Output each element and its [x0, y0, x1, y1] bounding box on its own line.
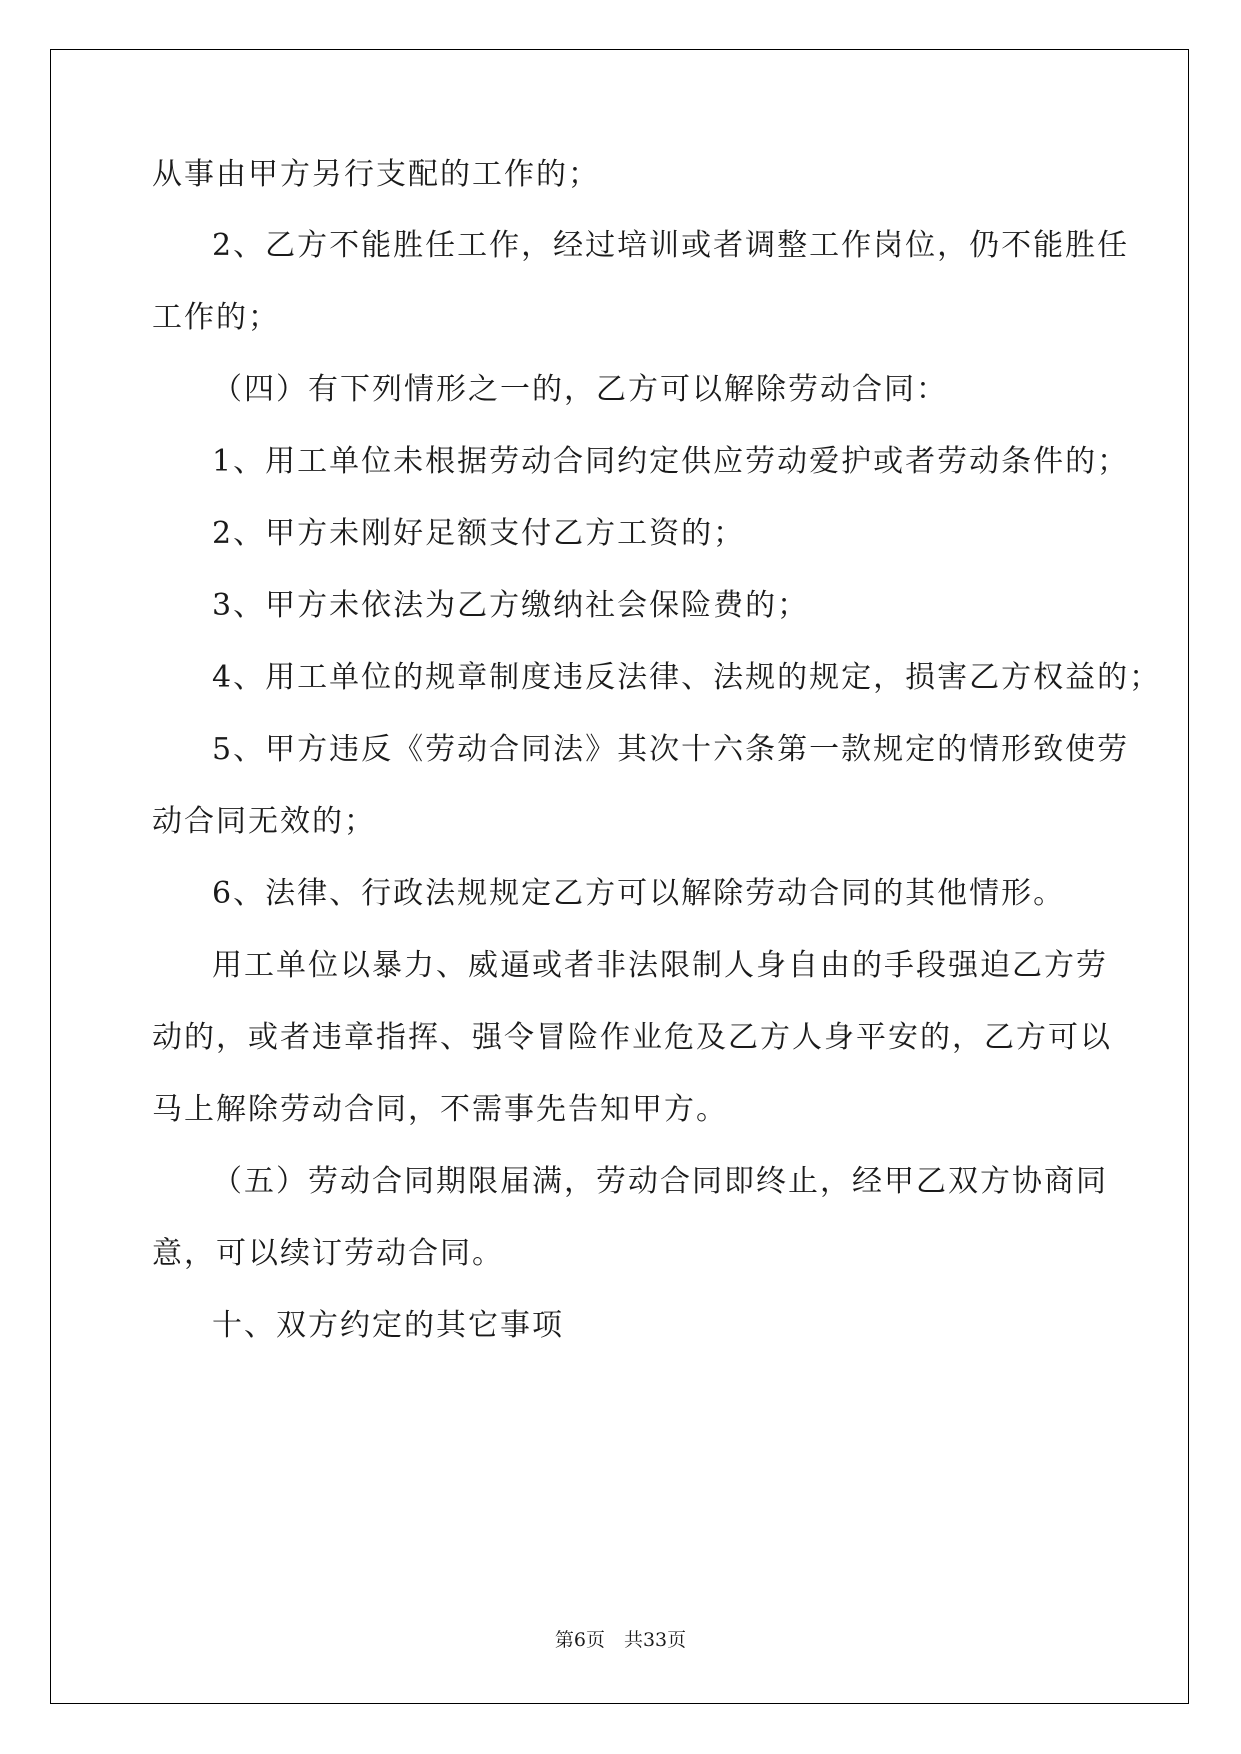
text-line: 6、法律、行政法规规定乙方可以解除劳动合同的其他情形。: [212, 876, 1066, 911]
text-line: 2、乙方不能胜任工作，经过培训或者调整工作岗位，仍不能胜任: [212, 228, 1130, 263]
text-line: 4、用工单位的规章制度违反法律、法规的规定，损害乙方权益的；: [212, 660, 1162, 695]
section-heading: （五）劳动合同期限届满，劳动合同即终止，经甲乙双方协商同: [212, 1164, 1108, 1199]
text-line: 意，可以续订劳动合同。: [152, 1236, 504, 1271]
text-line: 从事由甲方另行支配的工作的；: [152, 157, 600, 192]
text-line: 3、甲方未依法为乙方缴纳社会保险费的；: [212, 588, 810, 623]
text-line: 动合同无效的；: [152, 804, 376, 839]
text-line: 2、甲方未刚好足额支付乙方工资的；: [212, 516, 746, 551]
text-line: 动的，或者违章指挥、强令冒险作业危及乙方人身平安的，乙方可以: [152, 1020, 1112, 1055]
text-line: 工作的；: [152, 300, 280, 335]
text-line: 马上解除劳动合同，不需事先告知甲方。: [152, 1092, 728, 1127]
text-line: 1、用工单位未根据劳动合同约定供应劳动爱护或者劳动条件的；: [212, 444, 1130, 479]
section-heading: 十、双方约定的其它事项: [212, 1308, 564, 1343]
text-line: 用工单位以暴力、威逼或者非法限制人身自由的手段强迫乙方劳: [212, 948, 1108, 983]
text-line: 5、甲方违反《劳动合同法》其次十六条第一款规定的情形致使劳: [212, 732, 1130, 767]
page-number: 第6页 共33页: [554, 1629, 687, 1651]
section-heading: （四）有下列情形之一的，乙方可以解除劳动合同：: [212, 372, 948, 407]
